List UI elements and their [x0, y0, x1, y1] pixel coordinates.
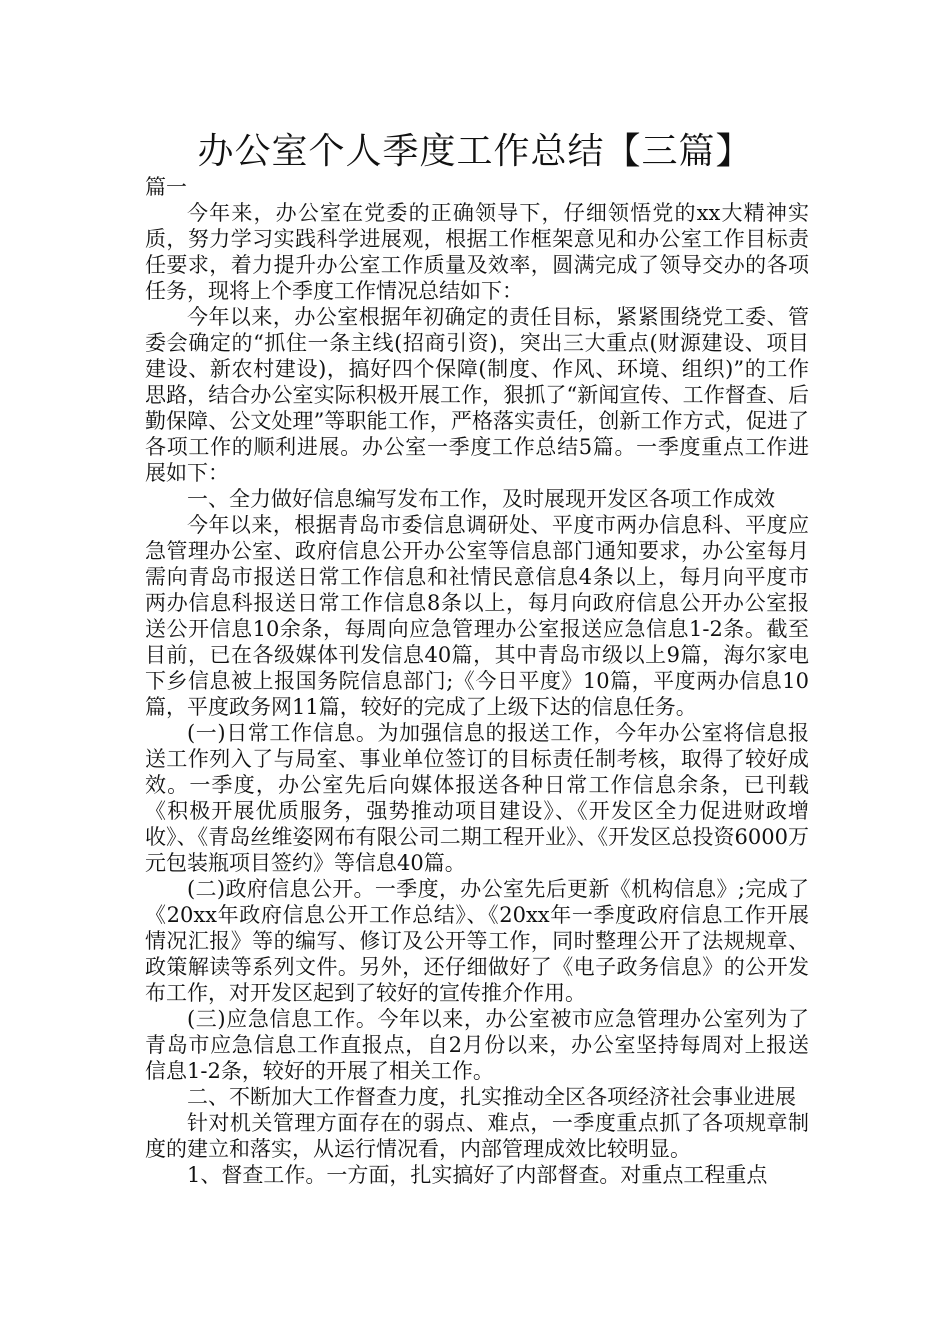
- paragraph: 1、督查工作。一方面，扎实搞好了内部督查。对重点工程重点: [187, 1163, 768, 1187]
- paragraph: (三)应急信息工作。今年以来，办公室被市应急管理办公室列为了青岛市应急信息工作直报点，自2月份以来，办公室坚持每周对上报送信息1-2条，较好的开展了相关工作。: [145, 1007, 809, 1083]
- section-heading: 一、全力做好信息编写发布工作，及时展现开发区各项工作成效: [187, 487, 775, 511]
- document-title: 办公室个人季度工作总结【三篇】: [197, 131, 753, 172]
- paragraph: 针对机关管理方面存在的弱点、难点，一季度重点抓了各项规章制度的建立和落实，从运行情况看，内部管理成效比较明显。: [145, 1111, 809, 1161]
- paragraph: 今年以来，办公室根据年初确定的责任目标，紧紧围绕党工委、管委会确定的“抓住一条主线(招商引资)，突出三大重点(财源建设、项目建设、新农村建设)，搞好四个保障(制度、作风、环境、组织)”的工作思路，结合办公室实际积极开展工作，狠抓了“新闻宣传、工作督查、后勤保障、公文处理”等职能工作，严格落实责任，创新工作方式，促进了各项工作的顺利进展。办公室一季度工作总结5篇。一季度重点工作进展如下：: [145, 305, 809, 485]
- paragraph: (一)日常工作信息。为加强信息的报送工作，今年办公室将信息报送工作列入了与局室、事业单位签订的目标责任制考核，取得了较好成效。一季度，办公室先后向媒体报送各种日常工作信息余条，已刊载《积极开展优质服务，强势推动项目建设》、《开发区全力促进财政增收》、《青岛丝维姿网布有限公司二期工程开业》、《开发区总投资6000万元包装瓶项目签约》等信息40篇。: [145, 721, 809, 875]
- document-body: [145, 174, 809, 1188]
- section-label: 篇一: [145, 175, 187, 199]
- section-heading: 二、不断加大工作督查力度，扎实推动全区各项经济社会事业进展: [187, 1085, 796, 1109]
- paragraph: 今年来，办公室在党委的正确领导下，仔细领悟党的xx大精神实质，努力学习实践科学进展观，根据工作框架意见和办公室工作目标责任要求，着力提升办公室工作质量及效率，圆满完成了领导交办的各项任务，现将上个季度工作情况总结如下：: [145, 201, 809, 303]
- paragraph: 今年以来，根据青岛市委信息调研处、平度市两办信息科、平度应急管理办公室、政府信息公开办公室等信息部门通知要求，办公室每月需向青岛市报送日常工作信息和社情民意信息4条以上，每月向平度市两办信息科报送日常工作信息8条以上，每月向政府信息公开办公室报送公开信息10余条，每周向应急管理办公室报送应急信息1-2条。截至目前，已在各级媒体刊发信息40篇，其中青岛市级以上9篇，海尔家电下乡信息被上报国务院信息部门;《今日平度》10篇，平度两办信息10篇，平度政务网11篇，较好的完成了上级下达的信息任务。: [145, 513, 809, 719]
- paragraph: (二)政府信息公开。一季度，办公室先后更新《机构信息》;完成了《20xx年政府信息公开工作总结》、《20xx年一季度政府信息工作开展情况汇报》等的编写、修订及公开等工作，同时整理公开了法规规章、政策解读等系列文件。另外，还仔细做好了《电子政务信息》的公开发布工作，对开发区起到了较好的宣传推介作用。: [145, 877, 809, 1005]
